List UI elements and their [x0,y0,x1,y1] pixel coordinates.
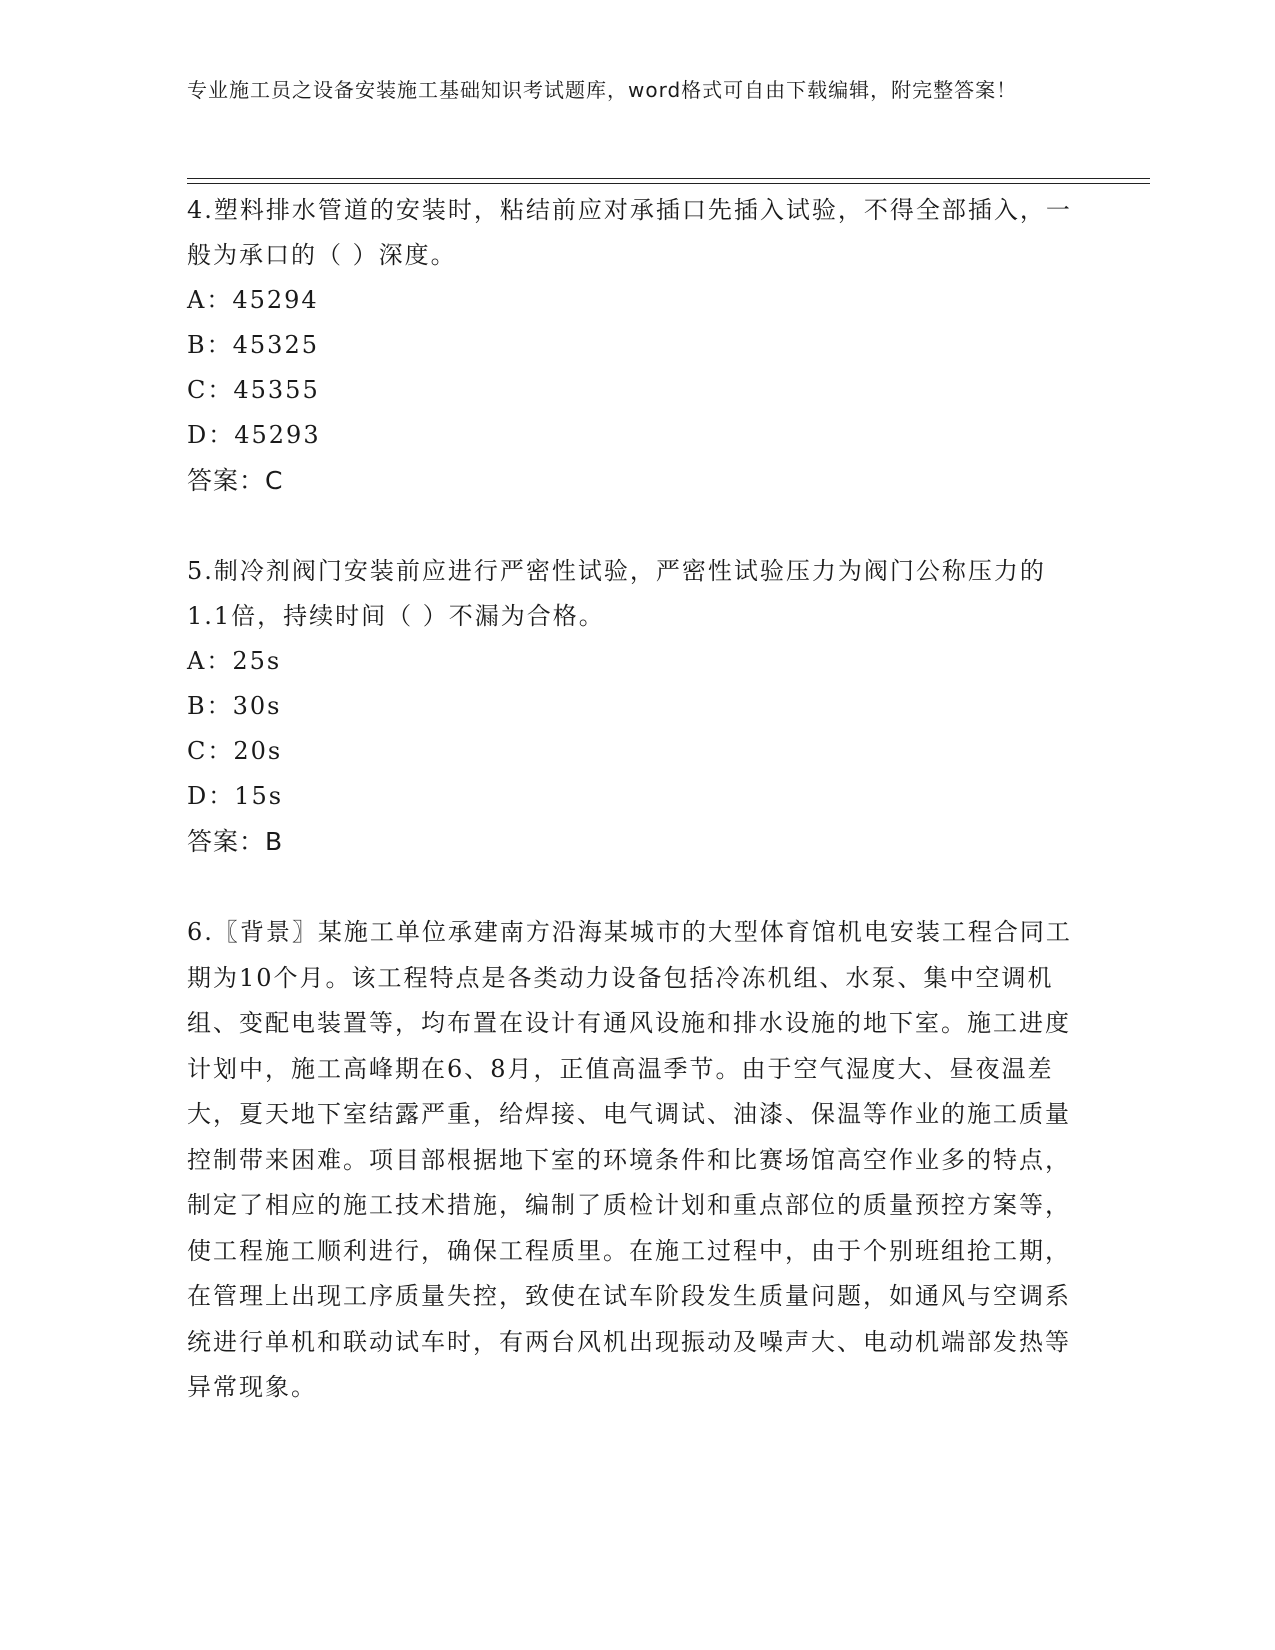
option-c: C：20s [187,737,283,765]
option-d: D：45293 [187,421,321,449]
answer: 答案：C [187,466,284,495]
header-divider-top [187,178,1150,179]
question-text: 5.制冷剂阀门安装前应进行严密性试验，严密性试验压力为阀门公称压力的1.1倍，持续时间（ ）不漏为合格。 [187,557,1046,630]
answer: 答案：B [187,827,284,856]
option-d: D：15s [187,782,284,810]
question-text: 4.塑料排水管道的安装时，粘结前应对承插口先插入试验，不得全部插入，一般为承口的（ ）深度。 [187,196,1072,269]
option-b: B：45325 [187,331,319,359]
option-b: B：30s [187,692,282,720]
question-5 [187,549,1087,864]
question-6 [187,910,1087,1411]
question-4 [187,188,1087,503]
document-body [187,188,1087,1411]
spacer [187,503,1087,549]
option-c: C：45355 [187,376,320,404]
spacer [187,864,1087,910]
header-divider-bottom [187,183,1150,184]
option-a: A：45294 [187,286,319,314]
document-header: 专业施工员之设备安装施工基础知识考试题库，word格式可自由下载编辑，附完整答案！ [187,78,1018,102]
option-a: A：25s [187,647,282,675]
background-paragraph: 6.〖背景〗某施工单位承建南方沿海某城市的大型体育馆机电安装工程合同工期为10个月。该工程特点是各类动力设备包括冷冻机组、水泵、集中空调机组、变配电装置等，均布置在设计有通风设施和排水设施的地下室。施工进度计划中，施工高峰期在6、8月，正值高温季节。由于空气湿度大、昼夜温差大，夏天地下室结露严重，给焊接、电气调试、油漆、保温等作业的施工质量控制带来困难。项目部根据地下室的环境条件和比赛场馆高空作业多的特点，制定了相应的施工技术措施，编制了质检计划和重点部位的质量预控方案等，使工程施工顺利进行，确保工程质里。在施工过程中，由于个别班组抢工期，在管理上出现工序质量失控，致使在试车阶段发生质量问题，如通风与空调系统进行单机和联动试车时，有两台风机出现振动及噪声大、电动机端部发热等异常现象。 [187,918,1072,1401]
